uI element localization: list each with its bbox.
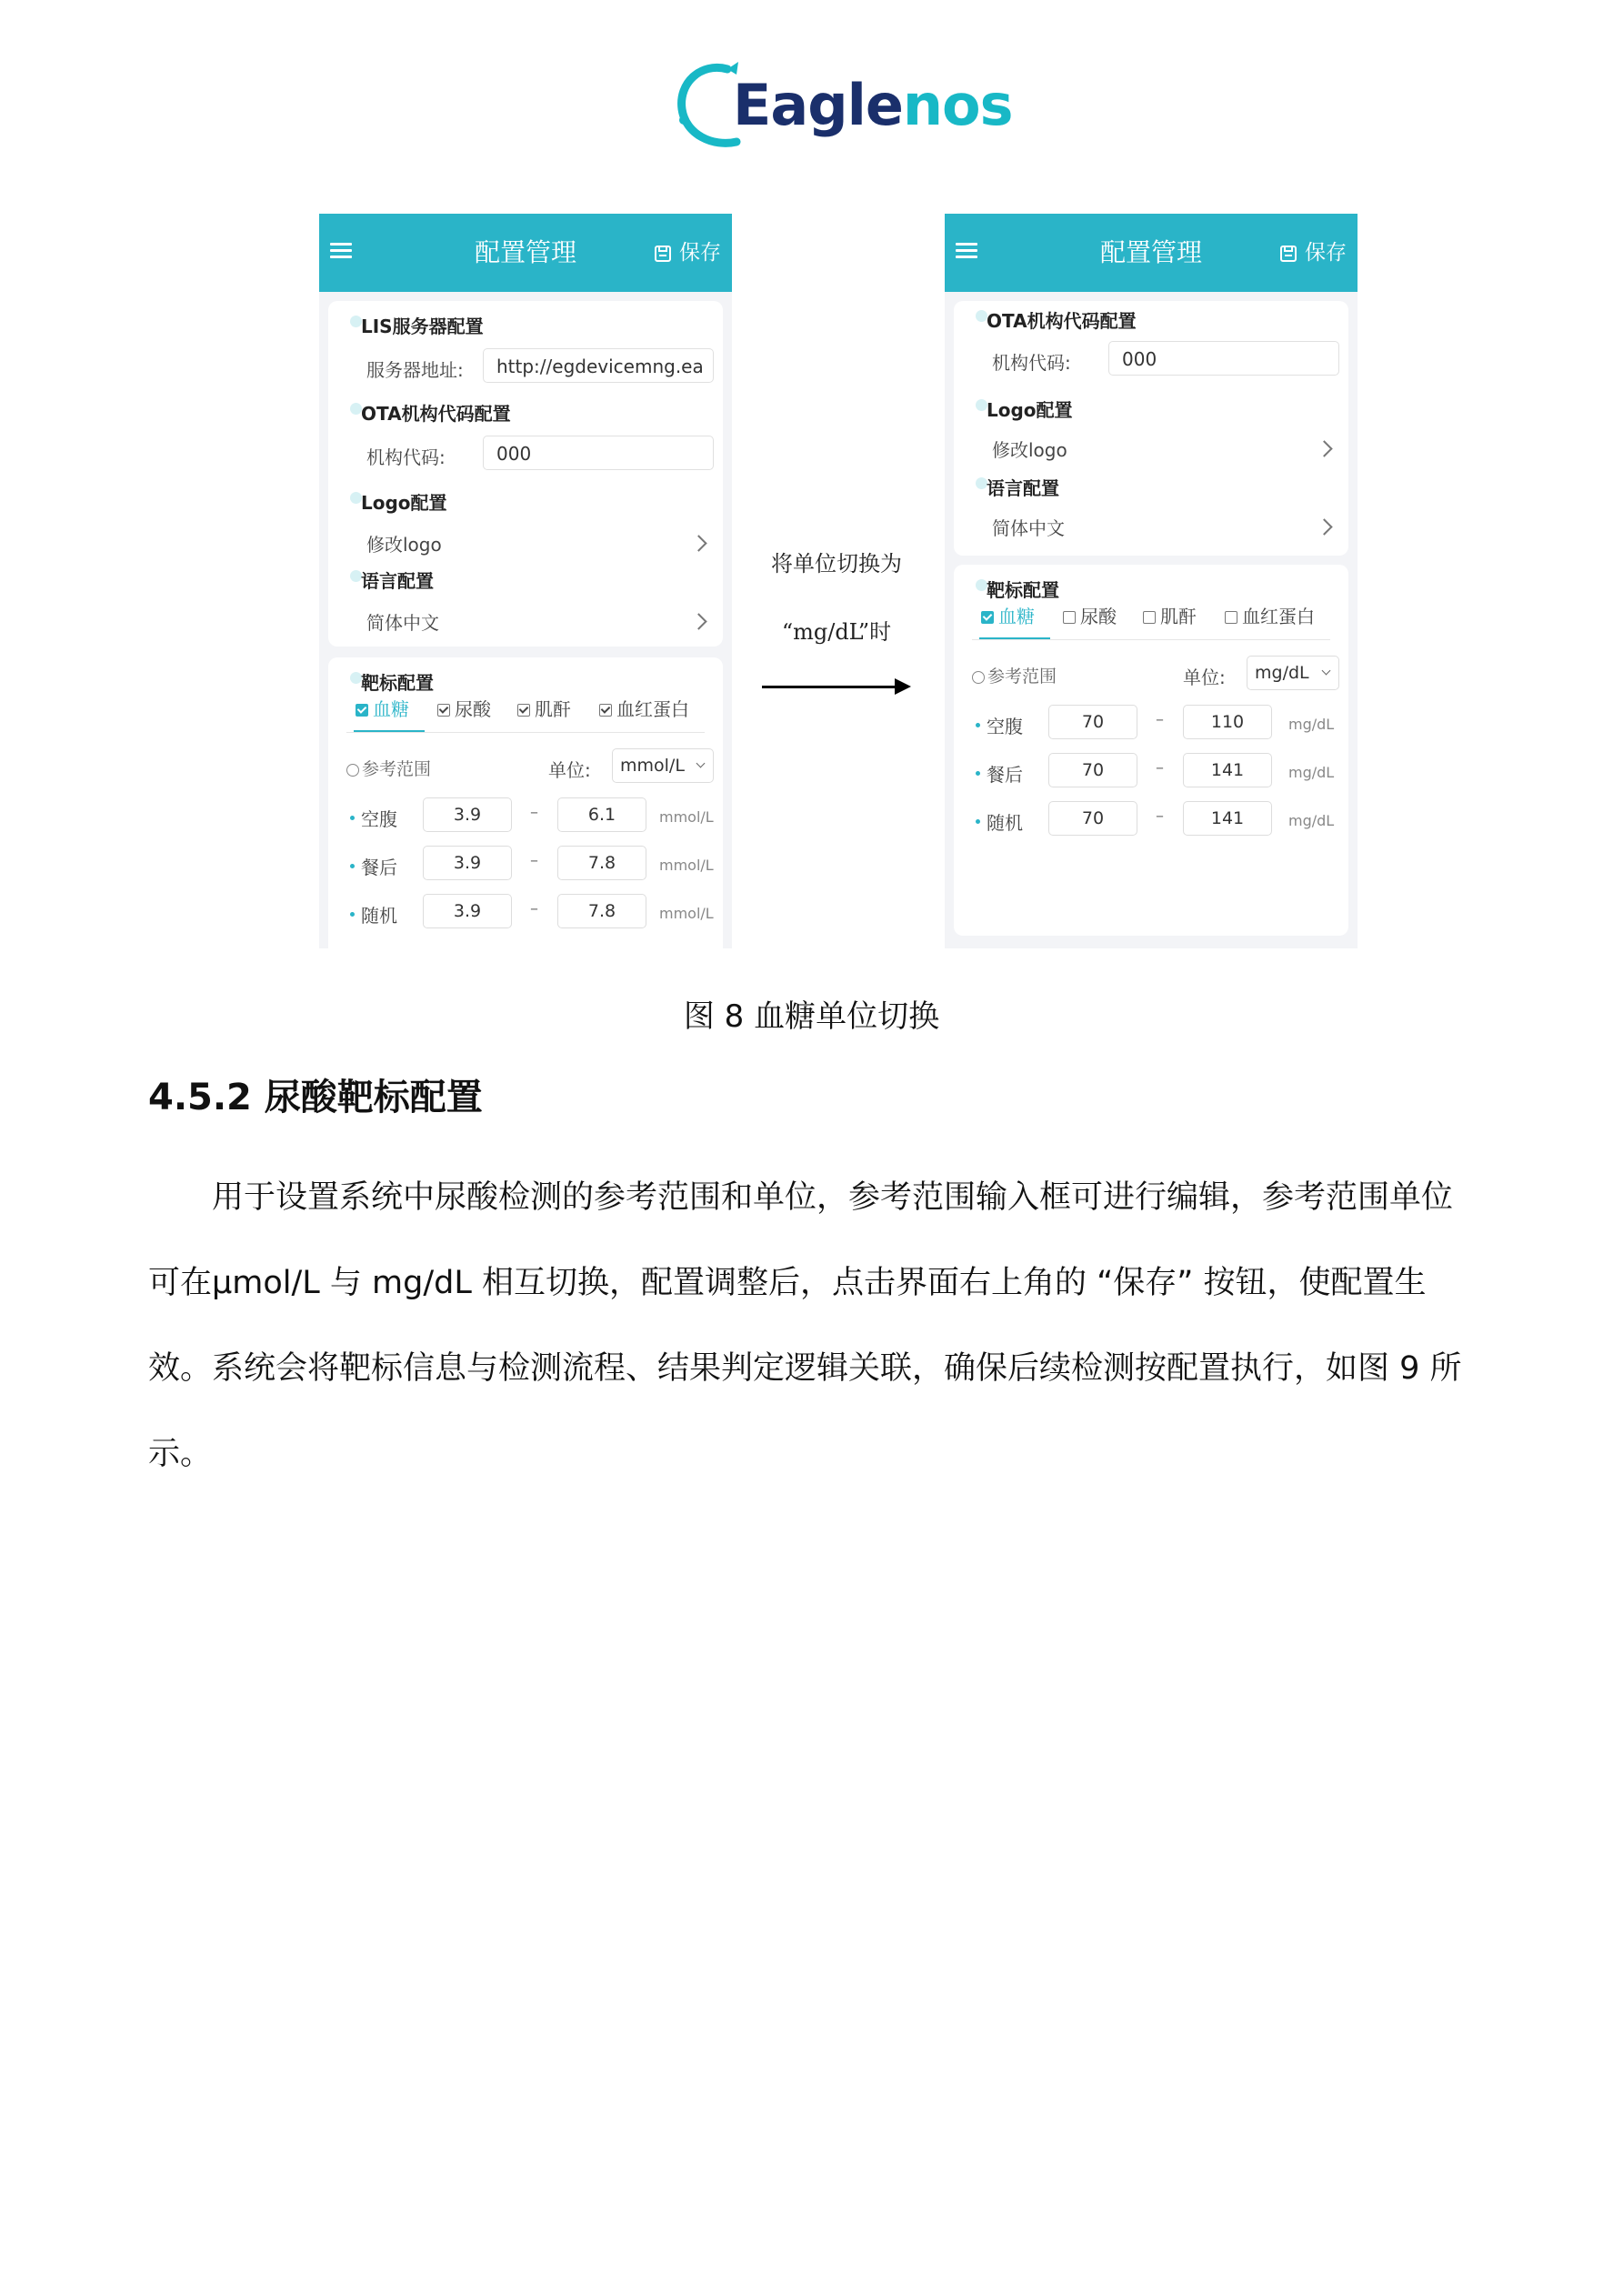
range-dash: –	[530, 851, 538, 870]
page-title: 配置管理	[474, 237, 576, 267]
target-section-title: 靶标配置	[361, 672, 434, 694]
save-icon	[654, 245, 672, 263]
ota-section-title: OTA机构代码配置	[987, 310, 1137, 332]
checkbox-icon	[517, 704, 530, 717]
row-dot	[350, 912, 355, 917]
org-code-input[interactable]: 000	[483, 436, 714, 470]
chevron-right-icon[interactable]	[1316, 440, 1332, 456]
edit-logo-item[interactable]: 修改logo	[992, 439, 1067, 461]
tab-hemoglobin[interactable]: 血红蛋白	[1225, 603, 1315, 630]
fasting-min-input[interactable]: 70	[1048, 705, 1137, 739]
right-screen	[945, 214, 1358, 948]
save-label: 保存	[679, 241, 721, 265]
unit-label: 单位:	[1183, 667, 1226, 688]
org-code-input[interactable]: 000	[1108, 341, 1339, 376]
checkbox-icon	[1063, 611, 1076, 624]
row-random-label: 随机	[361, 905, 397, 927]
save-label: 保存	[1305, 241, 1347, 265]
save-button[interactable]	[1279, 237, 1347, 268]
checkbox-icon	[1225, 611, 1237, 624]
row-unit: mmol/L	[659, 905, 714, 922]
fasting-max-input[interactable]: 6.1	[557, 797, 646, 832]
eaglenos-logo	[673, 56, 1013, 156]
top-bar	[319, 214, 732, 292]
reference-range-label: 参考范围	[346, 756, 431, 780]
row-dot	[350, 816, 355, 820]
language-item[interactable]: 简体中文	[992, 517, 1065, 539]
tab-divider	[972, 639, 1330, 640]
row-dot	[976, 771, 980, 776]
tab-divider	[346, 732, 705, 733]
top-bar	[945, 214, 1358, 292]
tab-uric-acid[interactable]: 尿酸	[1063, 603, 1117, 630]
target-card	[954, 565, 1348, 936]
row-fasting-label: 空腹	[361, 808, 397, 830]
range-dash: –	[1156, 807, 1164, 826]
range-dash: –	[530, 899, 538, 918]
target-section-title: 靶标配置	[987, 579, 1059, 601]
row-after-meal-label: 餐后	[361, 857, 397, 878]
checkbox-icon	[599, 704, 612, 717]
checkbox-icon	[981, 611, 994, 624]
row-unit: mg/dL	[1288, 764, 1335, 781]
language-item[interactable]: 简体中文	[366, 612, 439, 634]
lis-section-title: LIS服务器配置	[361, 316, 484, 337]
checkbox-icon	[356, 704, 368, 717]
after-meal-max-input[interactable]: 141	[1183, 753, 1272, 787]
chevron-down-icon	[1322, 667, 1331, 676]
row-dot	[976, 723, 980, 727]
after-meal-max-input[interactable]: 7.8	[557, 846, 646, 880]
left-screen	[319, 214, 732, 948]
location-pin-icon	[972, 671, 985, 684]
server-address-input[interactable]: http://egdevicemng.ea	[483, 348, 714, 383]
language-section-title: 语言配置	[987, 477, 1059, 499]
tab-creatinine[interactable]: 肌酐	[1143, 603, 1197, 630]
logo-section-title: Logo配置	[361, 492, 447, 514]
tab-glucose[interactable]: 血糖	[356, 696, 409, 723]
row-unit: mmol/L	[659, 857, 714, 874]
random-min-input[interactable]: 3.9	[423, 894, 512, 928]
random-min-input[interactable]: 70	[1048, 801, 1137, 836]
after-meal-min-input[interactable]: 3.9	[423, 846, 512, 880]
range-dash: –	[1156, 710, 1164, 729]
arrow-caption-line1: 将单位切换为	[771, 551, 902, 577]
range-dash: –	[530, 803, 538, 822]
page-title: 配置管理	[1099, 237, 1202, 267]
tab-uric-acid[interactable]: 尿酸	[437, 696, 491, 723]
range-dash: –	[1156, 758, 1164, 777]
ota-section-title: OTA机构代码配置	[361, 403, 511, 425]
server-address-label: 服务器地址:	[366, 359, 464, 381]
analyte-tabs	[328, 696, 723, 732]
unit-select[interactable]: mg/dL	[1247, 656, 1339, 690]
chevron-down-icon	[696, 759, 706, 768]
row-unit: mg/dL	[1288, 812, 1335, 829]
fasting-min-input[interactable]: 3.9	[423, 797, 512, 832]
location-pin-icon	[346, 764, 359, 777]
row-after-meal-label: 餐后	[987, 764, 1023, 786]
tab-glucose[interactable]: 血糖	[981, 603, 1035, 630]
unit-select[interactable]: mmol/L	[612, 748, 714, 783]
figure-caption: 图 8 血糖单位切换	[683, 998, 940, 1035]
arrow-right-icon	[762, 686, 898, 688]
section-heading: 4.5.2 尿酸靶标配置	[148, 1077, 483, 1118]
logo-wordmark: Eaglenos	[733, 72, 1013, 138]
random-max-input[interactable]: 7.8	[557, 894, 646, 928]
org-code-label: 机构代码:	[366, 446, 446, 468]
row-dot	[350, 864, 355, 868]
settings-card	[954, 301, 1348, 556]
analyte-tabs	[954, 603, 1348, 639]
random-max-input[interactable]: 141	[1183, 801, 1272, 836]
fasting-max-input[interactable]: 110	[1183, 705, 1272, 739]
language-section-title: 语言配置	[361, 570, 434, 592]
chevron-right-icon[interactable]	[690, 535, 706, 551]
checkbox-icon	[437, 704, 450, 717]
edit-logo-item[interactable]: 修改logo	[366, 534, 442, 556]
org-code-label: 机构代码:	[992, 352, 1071, 374]
row-random-label: 随机	[987, 812, 1023, 834]
logo-section-title: Logo配置	[987, 399, 1073, 421]
tab-creatinine[interactable]: 肌酐	[517, 696, 571, 723]
row-unit: mg/dL	[1288, 716, 1335, 733]
after-meal-min-input[interactable]: 70	[1048, 753, 1137, 787]
tab-hemoglobin[interactable]: 血红蛋白	[599, 696, 689, 723]
settings-card	[328, 301, 723, 647]
chevron-right-icon[interactable]	[1316, 518, 1332, 535]
unit-label: 单位:	[548, 759, 591, 781]
row-dot	[976, 819, 980, 824]
body-paragraph: 用于设置系统中尿酸检测的参考范围和单位，参考范围输入框可进行编辑，参考范围单位可在μmol/L 与 mg/dL 相互切换，配置调整后，点击界面右上角的 “保存” 按钮，使配置生效。系统会将靶标信息与检测流程、结果判定逻辑关联，确保后续检测按配置执行，如图 9 所示。	[148, 1179, 1462, 1472]
checkbox-icon	[1143, 611, 1156, 624]
row-fasting-label: 空腹	[987, 716, 1023, 737]
target-card	[328, 657, 723, 948]
chevron-right-icon[interactable]	[690, 613, 706, 629]
arrow-caption-line2: “mg/dL”时	[781, 619, 892, 645]
arrow-head-icon	[895, 678, 911, 695]
row-unit: mmol/L	[659, 808, 714, 826]
reference-range-label: 参考范围	[972, 663, 1057, 687]
save-icon	[1279, 245, 1297, 263]
save-button[interactable]	[654, 237, 721, 268]
